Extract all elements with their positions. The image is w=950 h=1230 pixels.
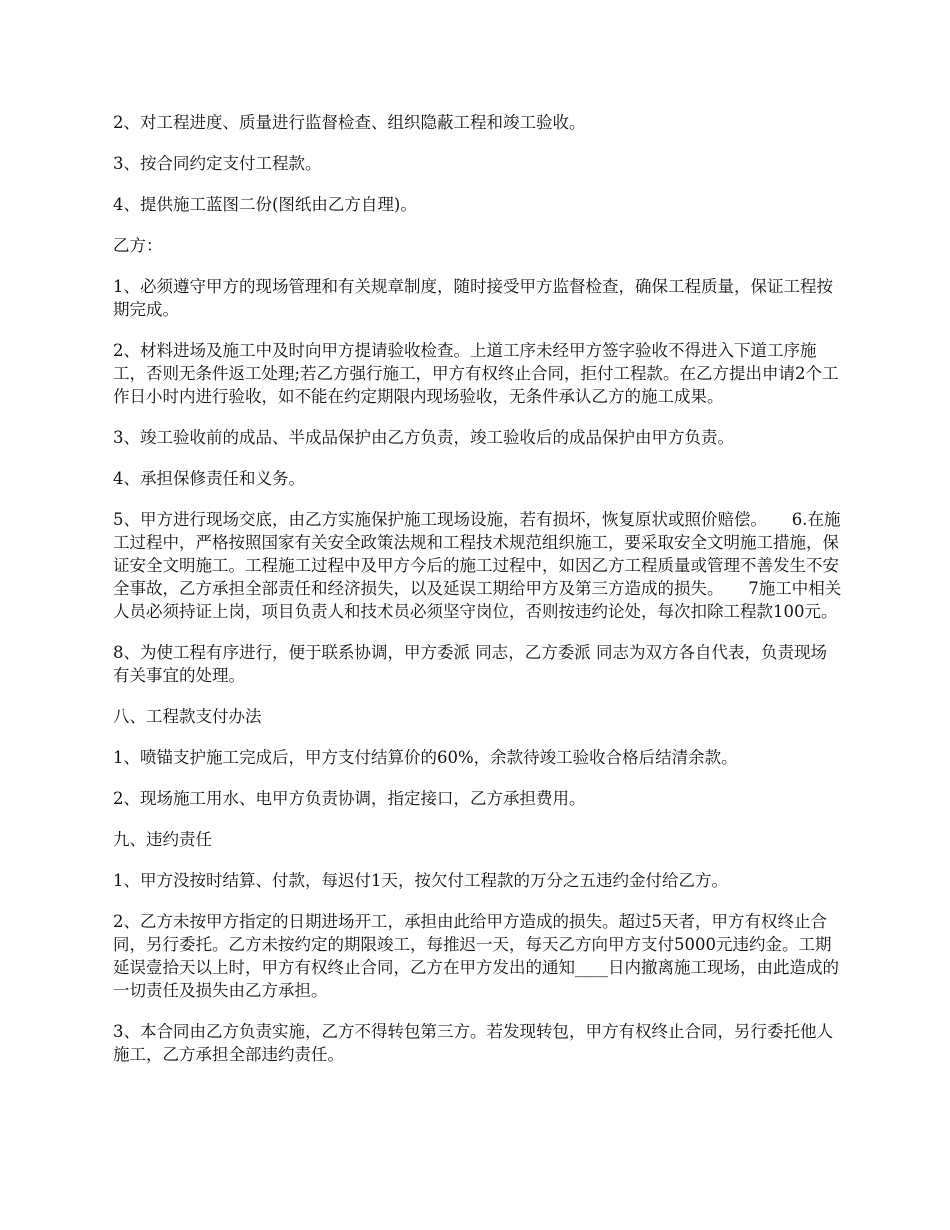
paragraph-payment-clause-2: 2、现场施工用水、电甲方负责协调，指定接口，乙方承担费用。	[113, 789, 586, 808]
paragraph-b-clause-8: 8、为使工程有序进行，便于联系协调，甲方委派 同志，乙方委派 同志为双方各自代表，负责现场有关事宜的处理。	[113, 643, 827, 685]
paragraph-clause-4-blueprints: 4、提供施工蓝图二份(图纸由乙方自理)。	[113, 195, 417, 214]
section-heading-breach-liability: 九、违约责任	[113, 830, 212, 849]
paragraph-breach-clause-3: 3、本合同由乙方负责实施，乙方不得转包第三方。若发现转包，甲方有权终止合同，另行委托他人施工，乙方承担全部违约责任。	[113, 1022, 833, 1064]
paragraph-b-clause-3: 3、竣工验收前的成品、半成品保护由乙方负责，竣工验收后的成品保护由甲方负责。	[113, 428, 734, 447]
section-heading-party-b: 乙方：	[113, 236, 163, 255]
paragraph-b-clause-5-7: 5、甲方进行现场交底，由乙方实施保护施工现场设施，若有损坏，恢复原状或照价赔偿。 6.在施工过程中，严格按照国家有关安全政策法规和工程技术规范组织施工，要采取安全文明施工措施，保证安全文明施工。工程施工过程中及甲方今后的施工过程中，如因乙方工程质量或管理不善发生不安全事故，乙方承担全部责任和经济损失，以及延误工期给甲方及第三方造成的损失。 7施工中相关人员必须持证上岗，项目负责人和技术员必须坚守岗位，否则按违约论处，每次扣除工程款100元。	[113, 510, 842, 621]
paragraph-b-clause-4: 4、承担保修责任和义务。	[113, 469, 305, 488]
paragraph-breach-clause-1: 1、甲方没按时结算、付款，每迟付1天，按欠付工程款的万分之五违约金付给乙方。	[113, 871, 728, 890]
document-page	[113, 111, 843, 1084]
paragraph-b-clause-1: 1、必须遵守甲方的现场管理和有关规章制度，随时接受甲方监督检查，确保工程质量，保证工程按期完成。	[113, 277, 833, 319]
paragraph-clause-2-supervision: 2、对工程进度、质量进行监督检查、组织隐蔽工程和竣工验收。	[113, 113, 586, 132]
paragraph-breach-clause-2: 2、乙方未按甲方指定的日期进场开工，承担由此给甲方造成的损失。超过5天者，甲方有权终止合同，另行委托。乙方未按约定的期限竣工，每推迟一天，每天乙方向甲方支付5000元违约金。工期延误壹拾天以上时，甲方有权终止合同，乙方在甲方发出的通知____日内撤离施工现场，由此造成的一切责任及损失由乙方承担。	[113, 912, 839, 1000]
paragraph-clause-3-payment: 3、按合同约定支付工程款。	[113, 154, 322, 173]
paragraph-payment-clause-1: 1、喷锚支护施工完成后，甲方支付结算价的60%，余款待竣工验收合格后结清余款。	[113, 748, 738, 767]
section-heading-payment-method: 八、工程款支付办法	[113, 707, 262, 726]
paragraph-b-clause-2: 2、材料进场及施工中及时向甲方提请验收检查。上道工序未经甲方签字验收不得进入下道工序施工，否则无条件返工处理;若乙方强行施工，甲方有权终止合同，拒付工程款。在乙方提出申请2个工作日小时内进行验收，如不能在约定期限内现场验收，无条件承认乙方的施工成果。	[113, 341, 839, 406]
